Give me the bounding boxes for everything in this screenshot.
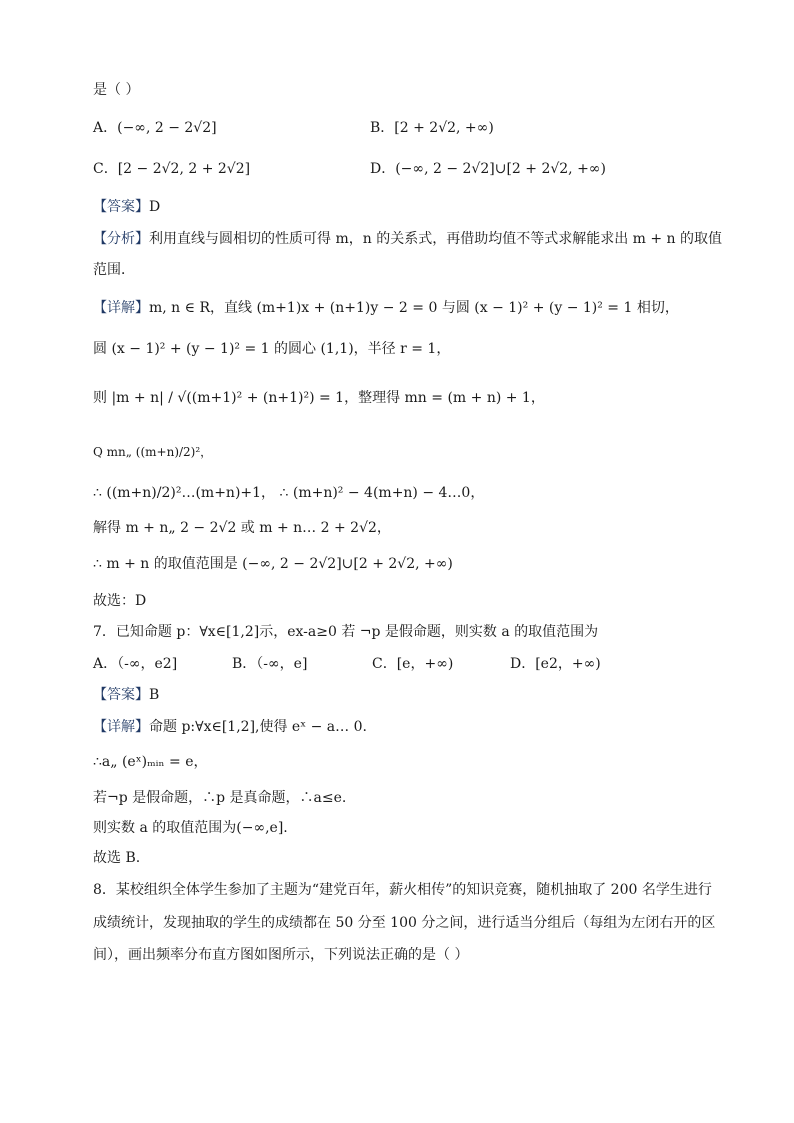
q6-option-c: C．[2 − 2√2, 2 + 2√2] <box>93 161 251 177</box>
answer-tag: 【答案】 <box>93 687 149 703</box>
question-8-line2: 成绩统计，发现抽取的学生的成绩都在 50 分至 100 分之间，进行适当分组后（每组为左闭右开的区 <box>93 915 716 931</box>
q7-detail-line3: 若¬p 是假命题，∴p 是真命题，∴a≤e. <box>93 790 347 806</box>
question-6-tail: 是（ ） <box>93 82 140 98</box>
q7-detail-line4: 则实数 a 的取值范围为(−∞,e]. <box>93 820 288 836</box>
question-7-stem: 7．已知命题 p：∀x∈[1,2]示，ex-a≥0 若 ¬p 是假命题，则实数 a 的取值范围为 <box>93 624 599 640</box>
q6-detail-line6: 解得 m + n„ 2 − 2√2 或 m + n… 2 + 2√2， <box>93 520 391 536</box>
q6-analysis <box>93 229 722 249</box>
answer-value: D <box>149 199 161 215</box>
answer-tag: 【答案】 <box>93 199 149 215</box>
detail-text: 命题 p:∀x∈[1,2],使得 eˣ − a… 0. <box>149 719 367 735</box>
q7-answer <box>93 685 159 705</box>
q7-option-c: C．[e，+∞) <box>372 656 454 672</box>
q6-detail-line7: ∴ m + n 的取值范围是 (−∞, 2 − 2√2]∪[2 + 2√2, +∞) <box>93 556 453 572</box>
analysis-tag: 【分析】 <box>93 231 149 247</box>
q6-detail-line1 <box>93 298 679 318</box>
answer-value: B <box>149 687 160 703</box>
q7-detail-line1 <box>93 717 367 737</box>
q6-detail-line4: Q mn„ ((m+n)/2)²， <box>93 445 213 459</box>
q6-option-b: B．[2 + 2√2, +∞) <box>370 120 494 136</box>
question-8-line3: 间），画出频率分布直方图如图所示，下列说法正确的是（ ） <box>93 947 469 963</box>
q7-option-d: D．[e2，+∞) <box>510 656 601 672</box>
q7-option-b: B．（-∞，e] <box>232 656 308 672</box>
question-8-line1: 8．某校组织全体学生参加了主题为“建党百年，薪火相传”的知识竞赛，随机抽取了 200 名学生进行 <box>93 882 712 898</box>
q6-option-a: A．(−∞, 2 − 2√2] <box>93 120 217 136</box>
detail-tag: 【详解】 <box>93 719 149 735</box>
detail-text: m, n ∈ R，直线 (m+1)x + (n+1)y − 2 = 0 与圆 (x − 1)² + (y − 1)² = 1 相切， <box>149 300 679 316</box>
q7-detail-line5: 故选 B. <box>93 850 141 866</box>
q6-option-d: D．(−∞, 2 − 2√2]∪[2 + 2√2, +∞) <box>370 161 606 177</box>
q7-option-a: A．（-∞，e2] <box>93 656 178 672</box>
q6-analysis-cont: 范围． <box>93 262 135 278</box>
q6-answer <box>93 197 160 217</box>
q6-detail-line3: 则 |m + n| / √((m+1)² + (n+1)²) = 1，整理得 mn = (m + n) + 1， <box>93 390 545 406</box>
q6-detail-line2: 圆 (x − 1)² + (y − 1)² = 1 的圆心 (1,1)，半径 r = 1， <box>93 341 451 357</box>
q7-detail-line2: ∴a„ (eˣ)ₘᵢₙ = e， <box>93 754 208 770</box>
q6-detail-line5: ∴ ((m+n)/2)²…(m+n)+1， ∴ (m+n)² − 4(m+n) − 4…0， <box>93 485 485 501</box>
q6-detail-line8: 故选：D <box>93 593 147 609</box>
analysis-text: 利用直线与圆相切的性质可得 m，n 的关系式，再借助均值不等式求解能求出 m + n 的取值 <box>149 231 723 247</box>
detail-tag: 【详解】 <box>93 300 149 316</box>
